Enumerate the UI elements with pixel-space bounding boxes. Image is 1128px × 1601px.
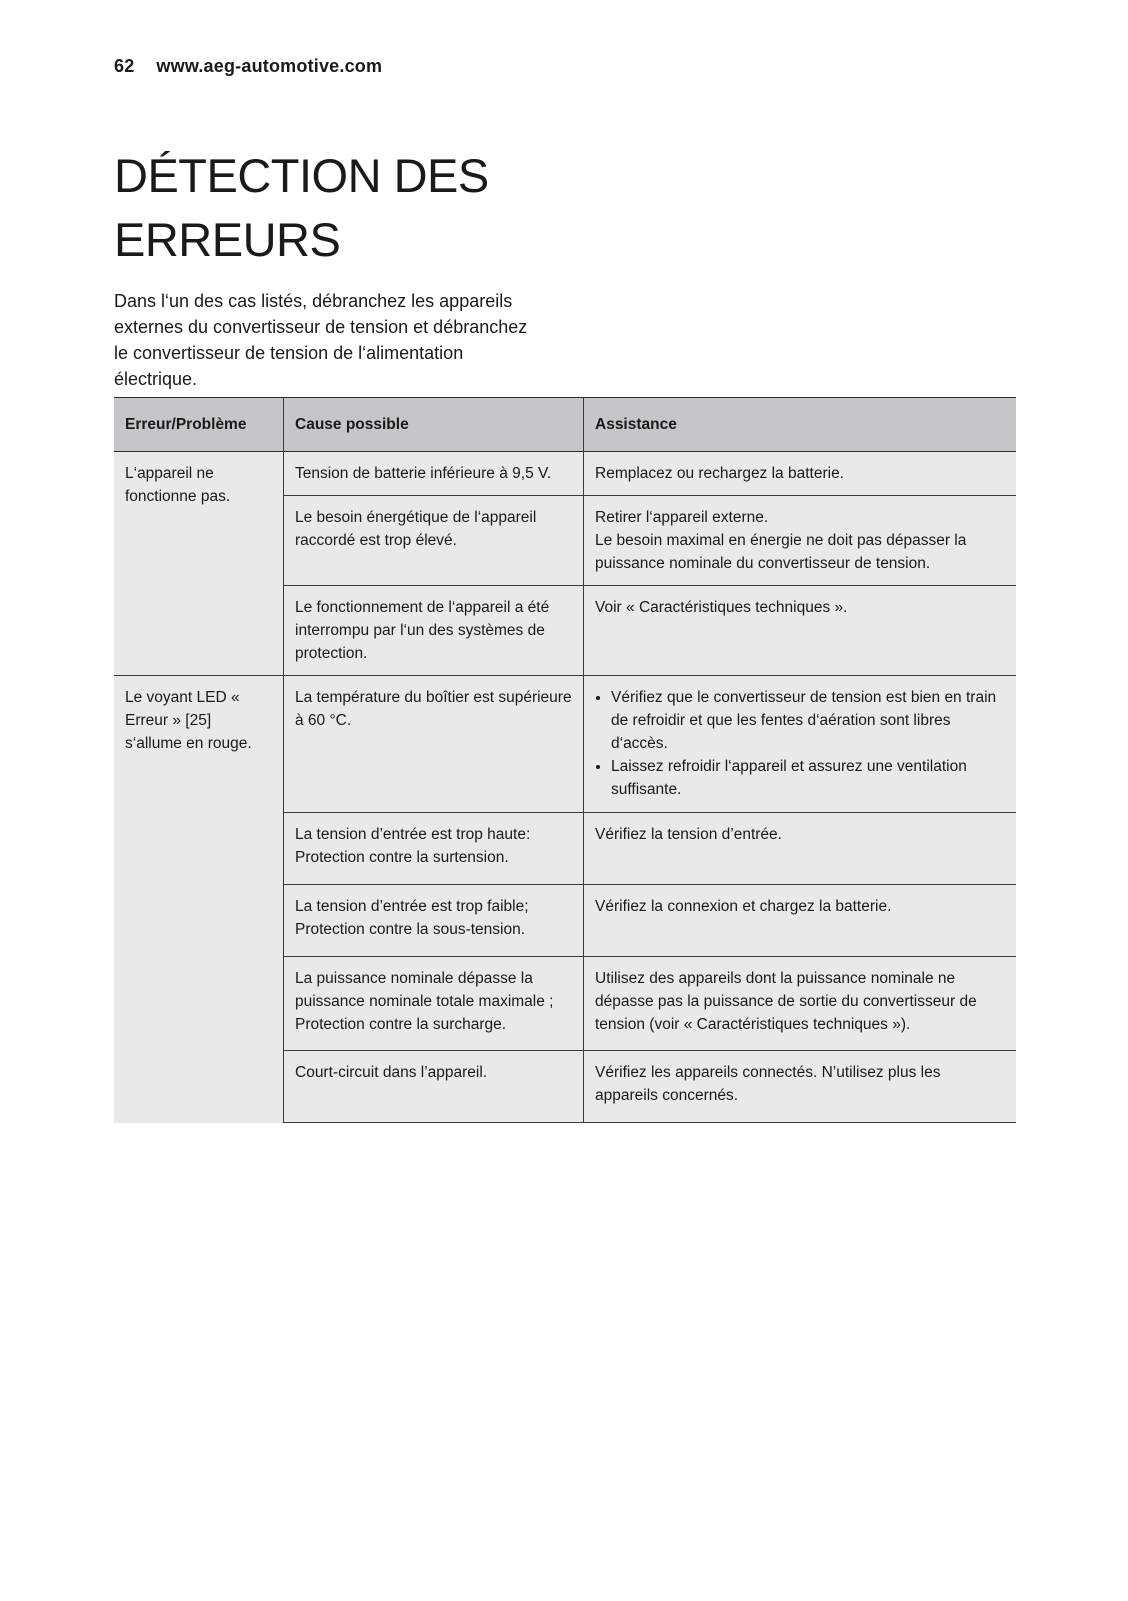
cause-cell: Le fonctionnement de l‘appareil a été interrompu par l‘un des systèmes de protection. bbox=[284, 586, 584, 676]
page-title bbox=[114, 144, 714, 272]
cause-cell bbox=[284, 813, 584, 885]
header-assistance: Assistance bbox=[595, 416, 677, 433]
cause-line: Protection contre la sous-tension. bbox=[295, 921, 526, 938]
page-title-line-1: DÉTECTION DES bbox=[114, 149, 489, 202]
page-title-line-2: ERREURS bbox=[114, 213, 341, 266]
bullet-item: • Vérifiez que le convertisseur de tension est bien en train de refroidir et que les fentes d‘aération sont libres d‘accès. bbox=[611, 686, 1005, 755]
assistance-cell: Voir « Caractéristiques techniques ». bbox=[584, 586, 1017, 676]
error-cell: L‘appareil ne fonctionne pas. bbox=[114, 452, 284, 676]
page-number: 62 bbox=[114, 56, 135, 76]
assistance-cell bbox=[584, 496, 1017, 586]
assistance-cell: Vérifiez la tension d’entrée. bbox=[584, 813, 1017, 885]
cause-line: La tension d’entrée est trop faible; bbox=[295, 898, 529, 915]
assistance-cell: Remplacez ou rechargez la batterie. bbox=[584, 452, 1017, 496]
page-header bbox=[114, 56, 382, 77]
cause-line: Protection contre la surtension. bbox=[295, 849, 509, 866]
table-row bbox=[114, 676, 1016, 813]
bullet-item: • Laissez refroidir l‘appareil et assurez une ventilation suffisante. bbox=[611, 755, 1005, 801]
assistance-cell: Vérifiez les appareils connectés. N’utilisez plus les appareils concernés. bbox=[584, 1051, 1017, 1123]
cause-line: La tension d’entrée est trop haute: bbox=[295, 826, 531, 843]
cause-cell: Tension de batterie inférieure à 9,5 V. bbox=[284, 452, 584, 496]
assistance-cell bbox=[584, 676, 1017, 813]
table-row bbox=[114, 452, 1016, 496]
table-header-row bbox=[114, 398, 1016, 452]
cause-cell: La puissance nominale dépasse la puissance nominale totale maximale ; Protection contre la surcharge. bbox=[284, 957, 584, 1051]
assistance-cell: Vérifiez la connexion et chargez la batterie. bbox=[584, 885, 1017, 957]
assistance-bullet-list bbox=[595, 686, 1005, 801]
header-error: Erreur/Problème bbox=[114, 398, 284, 452]
error-cell: Le voyant LED « Erreur » [25] s‘allume en rouge. bbox=[114, 676, 284, 1123]
cause-cell bbox=[284, 885, 584, 957]
assistance-line: Le besoin maximal en énergie ne doit pas dépasser la puissance nominale du convertisseur de tension. bbox=[595, 532, 967, 572]
header-cause: Cause possible bbox=[284, 398, 584, 452]
website-url: www.aeg-automotive.com bbox=[156, 56, 383, 76]
assistance-line: Retirer l‘appareil externe. bbox=[595, 509, 769, 526]
troubleshooting-table bbox=[114, 397, 1016, 1123]
cause-cell: Le besoin énergétique de l‘appareil raccordé est trop élevé. bbox=[284, 496, 584, 586]
intro-paragraph: Dans l‘un des cas listés, débranchez les appareils externes du convertisseur de tension et débranchez le convertisseur de tension de l‘alimentation électrique. bbox=[114, 291, 528, 389]
assistance-cell: Utilisez des appareils dont la puissance nominale ne dépasse pas la puissance de sortie du convertisseur de tension (voir « Caractéristiques techniques »). bbox=[584, 957, 1017, 1051]
cause-cell: La température du boîtier est supérieure à 60 °C. bbox=[284, 676, 584, 813]
cause-cell: Court-circuit dans l’appareil. bbox=[284, 1051, 584, 1123]
